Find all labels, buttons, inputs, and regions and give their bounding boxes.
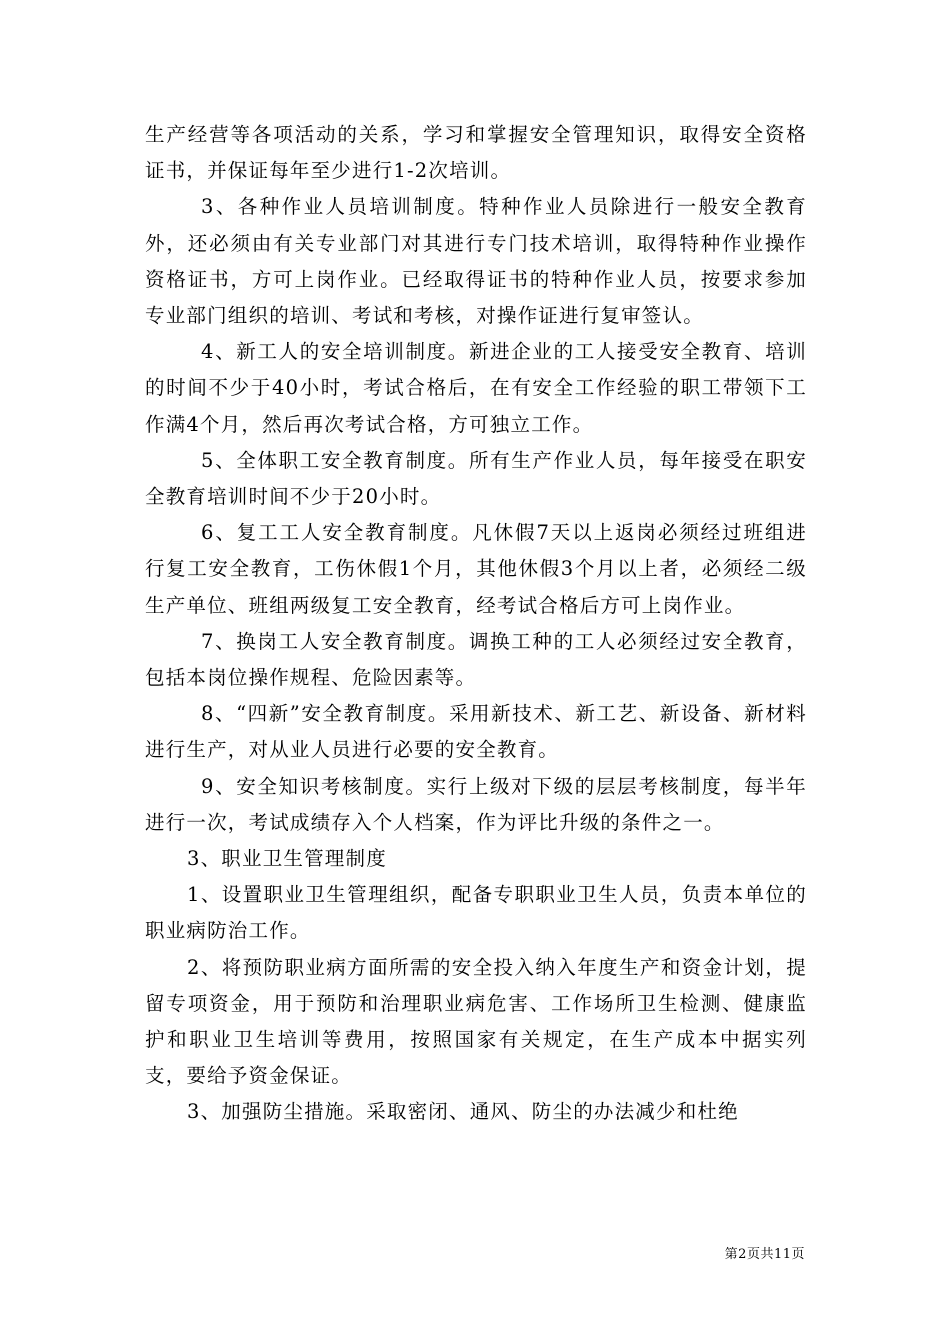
paragraph-item-7-job-change-education: 7、换岗工人安全教育制度。调换工种的工人必须经过安全教育，包括本岗位操作规程、危险因素等。 xyxy=(145,629,807,690)
paragraph-item-5-all-staff-education: 5、全体职工安全教育制度。所有生产作业人员，每年接受在职安全教育培训时间不少于20小时。 xyxy=(145,448,807,509)
paragraph-item-9-knowledge-assessment: 9、安全知识考核制度。实行上级对下级的层层考核制度，每半年进行一次，考试成绩存入个人档案，作为评比升级的条件之一。 xyxy=(145,774,807,834)
section-heading-occupational-health: 3、职业卫生管理制度 xyxy=(187,847,387,871)
page-number-footer: 第2页共11页 xyxy=(724,1247,805,1262)
paragraph-health-item-2: 2、将预防职业病方面所需的安全投入纳入年度生产和资金计划，提留专项资金，用于预防和治理职业病危害、工作场所卫生检测、健康监护和职业卫生培训等费用，按照国家有关规定，在生产成本中据实列支，要给予资金保证。 xyxy=(145,955,807,1088)
paragraph-health-item-1: 1、设置职业卫生管理组织，配备专职职业卫生人员，负责本单位的职业病防治工作。 xyxy=(145,883,807,943)
paragraph-item-4-new-worker-training: 4、新工人的安全培训制度。新进企业的工人接受安全教育、培训的时间不少于40小时，考试合格后，在有安全工作经验的职工带领下工作满4个月，然后再次考试合格，方可独立工作。 xyxy=(145,340,807,436)
paragraph-health-item-3: 3、加强防尘措施。采取密闭、通风、防尘的办法减少和杜绝 xyxy=(187,1100,739,1124)
paragraph-continuation: 生产经营等各项活动的关系，学习和掌握安全管理知识，取得安全资格证书，并保证每年至少进行1-2次培训。 xyxy=(145,123,807,183)
document-body xyxy=(145,117,807,1131)
paragraph-item-6-return-to-work-education: 6、复工工人安全教育制度。凡休假7天以上返岗必须经过班组进行复工安全教育，工伤休假1个月，其他休假3个月以上者，必须经二级生产单位、班组两级复工安全教育，经考试合格后方可上岗作业。 xyxy=(145,521,807,617)
paragraph-item-3-special-worker-training: 3、各种作业人员培训制度。特种作业人员除进行一般安全教育外，还必须由有关专业部门对其进行专门技术培训，取得特种作业操作资格证书，方可上岗作业。已经取得证书的特种作业人员，按要求参加专业部门组织的培训、考试和考核，对操作证进行复审签认。 xyxy=(145,195,807,328)
paragraph-item-8-four-new-education: 8、“四新”安全教育制度。采用新技术、新工艺、新设备、新材料进行生产，对从业人员进行必要的安全教育。 xyxy=(145,702,807,762)
